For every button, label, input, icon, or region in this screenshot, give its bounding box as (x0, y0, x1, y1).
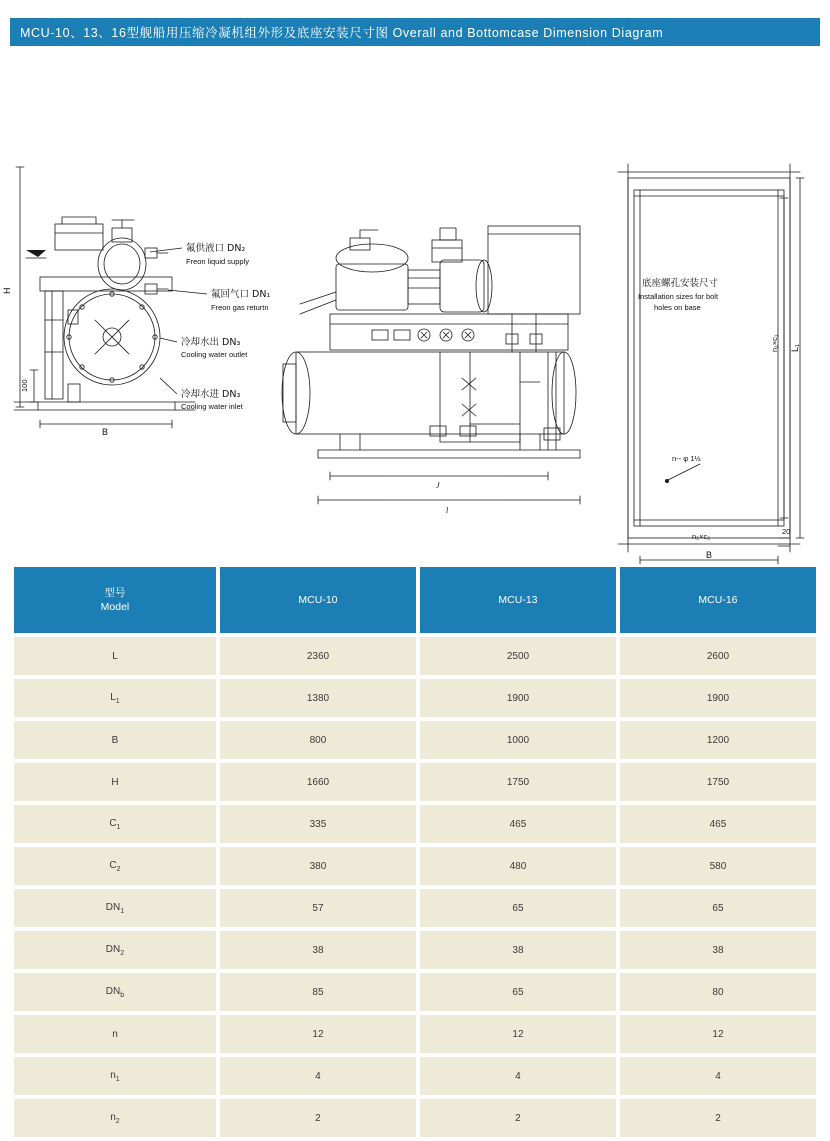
table-header-mcu10: MCU-10 (220, 567, 416, 633)
table-cell-param (14, 637, 216, 675)
table-row (14, 679, 816, 717)
table-cell-value: 800 (220, 721, 416, 759)
dim-label-L-right: L₁ (790, 343, 800, 352)
svg-text:冷却水进 DN₃: 冷却水进 DN₃ (181, 389, 241, 400)
table-cell-value: 65 (420, 889, 616, 927)
svg-text:holes on base: holes on base (654, 303, 701, 312)
param-label: H (111, 776, 119, 788)
technical-drawing (0, 52, 830, 560)
table-row (14, 1015, 816, 1053)
dim-label-B-right: B (706, 550, 713, 560)
callout-cooling-water-inlet (160, 378, 244, 411)
table-cell-value: 2 (420, 1099, 616, 1137)
table-cell-value: 2 (620, 1099, 816, 1137)
table-cell-value: 1900 (420, 679, 616, 717)
param-subscript: 1 (115, 697, 120, 705)
table-cell-value: 80 (620, 973, 816, 1011)
param-label: n (110, 1069, 116, 1081)
table-cell-value: 38 (420, 931, 616, 969)
table-cell-param (14, 679, 216, 717)
table-cell-value: 4 (620, 1057, 816, 1095)
table-cell-value: 65 (420, 973, 616, 1011)
table-cell-param (14, 931, 216, 969)
dim-label-L-center: l (446, 506, 449, 515)
table-header-model-en: Model (100, 601, 130, 613)
table-cell-value: 2500 (420, 637, 616, 675)
table-cell-value: 4 (420, 1057, 616, 1095)
param-label: n (110, 1111, 116, 1123)
table-cell-value: 480 (420, 847, 616, 885)
table-cell-param (14, 973, 216, 1011)
table-header-model-cn: 型号 (104, 587, 126, 599)
table-row (14, 973, 816, 1011)
table-header-mcu13: MCU-13 (420, 567, 616, 633)
svg-text:Freon gas returtn: Freon gas returtn (211, 303, 269, 312)
table-cell-value: 12 (620, 1015, 816, 1053)
table-cell-value: 1000 (420, 721, 616, 759)
param-label: n (112, 1028, 118, 1040)
table-cell-param (14, 1057, 216, 1095)
table-cell-value: 1900 (620, 679, 816, 717)
table-cell-value: 335 (220, 805, 416, 843)
table-cell-param (14, 1015, 216, 1053)
param-label: DN (105, 985, 121, 997)
param-subscript: b (120, 991, 125, 999)
table-row (14, 763, 816, 801)
page-title-bar (10, 18, 820, 46)
table-cell-value: 38 (220, 931, 416, 969)
param-label: C (109, 817, 117, 829)
svg-text:底座螺孔安装尺寸: 底座螺孔安装尺寸 (642, 278, 719, 289)
table-cell-value: 1200 (620, 721, 816, 759)
table-cell-value: 580 (620, 847, 816, 885)
dim-label-n1c1: n₁×c₁ (770, 334, 779, 352)
table-cell-value: 465 (420, 805, 616, 843)
param-label: L (110, 691, 116, 703)
table-cell-value: 1750 (620, 763, 816, 801)
table-body (14, 637, 816, 1137)
svg-text:Cooling water outlet: Cooling water outlet (181, 350, 248, 359)
table-cell-param (14, 763, 216, 801)
table-row (14, 889, 816, 927)
table-cell-value: 1380 (220, 679, 416, 717)
table-cell-value: 380 (220, 847, 416, 885)
table-row (14, 931, 816, 969)
table-cell-value: 465 (620, 805, 816, 843)
table-cell-value: 65 (620, 889, 816, 927)
svg-text:Freon liquid supply: Freon liquid supply (186, 257, 249, 266)
table-row (14, 847, 816, 885)
table-cell-value: 12 (220, 1015, 416, 1053)
table-header-mcu16: MCU-16 (620, 567, 816, 633)
param-label: B (111, 734, 119, 746)
table-cell-value: 57 (220, 889, 416, 927)
dim-label-H: H (2, 287, 12, 294)
dim-label-20: 20 (782, 527, 791, 536)
table-cell-param (14, 805, 216, 843)
dim-label-100: 100 (20, 379, 29, 392)
table-cell-value: 12 (420, 1015, 616, 1053)
table-cell-value: 1750 (420, 763, 616, 801)
svg-text:Cooling water inlet: Cooling water inlet (181, 402, 243, 411)
param-label: DN (105, 943, 121, 955)
table-row (14, 637, 816, 675)
page-title: MCU-10、13、16型舰船用压缩冷凝机组外形及底座安装尺寸图 Overall and Bottomcase Dimension Diagram (20, 26, 664, 40)
dimension-table (10, 563, 820, 1141)
param-subscript: 2 (120, 949, 125, 957)
table-cell-value: 2 (220, 1099, 416, 1137)
table-cell-param (14, 889, 216, 927)
table-cell-value: 4 (220, 1057, 416, 1095)
table-cell-param (14, 847, 216, 885)
param-label: C (109, 859, 117, 871)
table-cell-value: 38 (620, 931, 816, 969)
table-header-row (14, 567, 816, 633)
table-cell-value: 85 (220, 973, 416, 1011)
dim-label-L1-center: J (436, 481, 440, 490)
param-label: L (112, 650, 118, 662)
table-cell-value: 2360 (220, 637, 416, 675)
table-cell-value: 2600 (620, 637, 816, 675)
param-subscript: 2 (116, 865, 121, 873)
table-header-model (14, 567, 216, 633)
svg-text:氟回气口 DN₁: 氟回气口 DN₁ (211, 289, 271, 300)
table-row (14, 1099, 816, 1137)
table-cell-value: 1660 (220, 763, 416, 801)
base-install-note (638, 277, 719, 312)
callout-freon-liquid (150, 242, 249, 266)
table-row (14, 1057, 816, 1095)
table-cell-param (14, 1099, 216, 1137)
table-cell-param (14, 721, 216, 759)
param-subscript: 1 (115, 1075, 120, 1083)
svg-text:Installation sizes for bolt: Installation sizes for bolt (638, 292, 719, 301)
svg-text:氟供液口 DN₂: 氟供液口 DN₂ (186, 243, 246, 254)
hole-note: n-- φ 1½ (672, 454, 701, 463)
param-subscript: 1 (116, 823, 121, 831)
param-subscript: 2 (115, 1117, 120, 1125)
table-row (14, 721, 816, 759)
param-label: DN (105, 901, 121, 913)
callout-cooling-water-outlet (160, 336, 248, 359)
callout-freon-gas-return (168, 288, 270, 312)
dim-label-B-left: B (102, 427, 109, 437)
dim-label-n2c2: n₂×c₂ (692, 532, 711, 541)
param-subscript: 1 (120, 907, 125, 915)
table-row (14, 805, 816, 843)
svg-text:冷却水出 DN₃: 冷却水出 DN₃ (181, 337, 241, 348)
